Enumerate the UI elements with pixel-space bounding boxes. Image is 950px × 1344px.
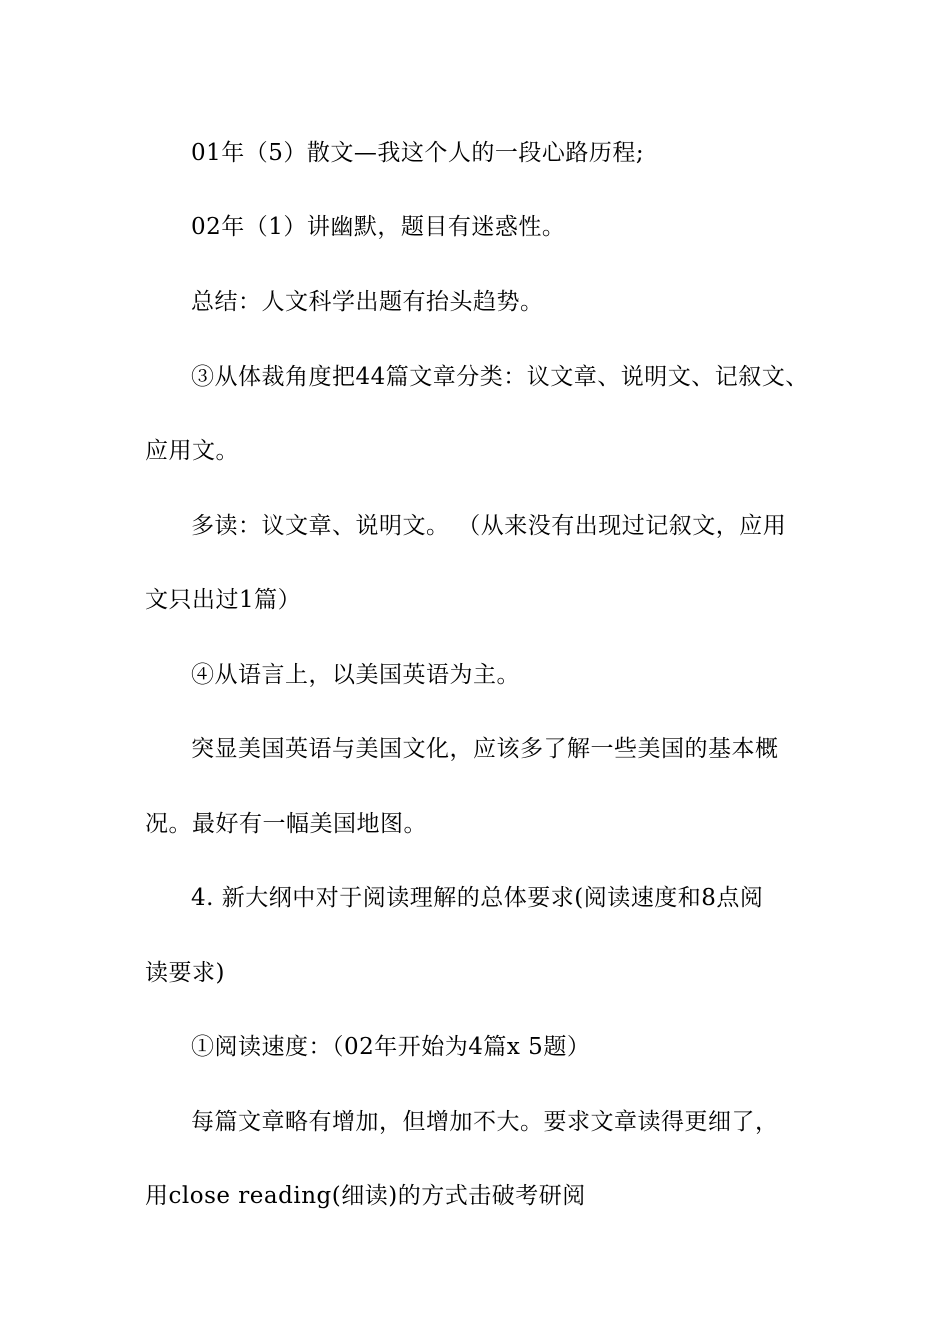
text-line: 突显美国英语与美国文化，应该多了解一些美国的基本概: [191, 736, 779, 762]
text-line: 每篇文章略有增加，但增加不大。要求文章读得更细了，: [191, 1109, 779, 1135]
text-line: 文只出过1篇）: [145, 587, 302, 613]
text-line: 01年（5）散文—我这个人的一段心路历程;: [191, 140, 645, 166]
text-line: 应用文。: [145, 438, 239, 464]
text-line: 总结：人文科学出题有抬头趋势。: [191, 289, 544, 315]
text-line: 4. 新大纲中对于阅读理解的总体要求(阅读速度和8点阅: [191, 885, 764, 911]
text-line: 02年（1）讲幽默，题目有迷惑性。: [191, 214, 566, 240]
text-line: 用close reading(细读)的方式击破考研阅: [145, 1183, 586, 1209]
text-line: ①阅读速度：（02年开始为4篇x 5题）: [191, 1034, 591, 1060]
text-line: ④从语言上，以美国英语为主。: [191, 662, 520, 688]
text-line: 况。最好有一幅美国地图。: [145, 811, 427, 837]
text-line: ③从体裁角度把44篇文章分类：议文章、说明文、记叙文、: [191, 364, 809, 390]
text-line: 读要求): [145, 960, 225, 986]
text-line: 多读：议文章、说明文。 （从来没有出现过记叙文，应用: [191, 513, 787, 539]
